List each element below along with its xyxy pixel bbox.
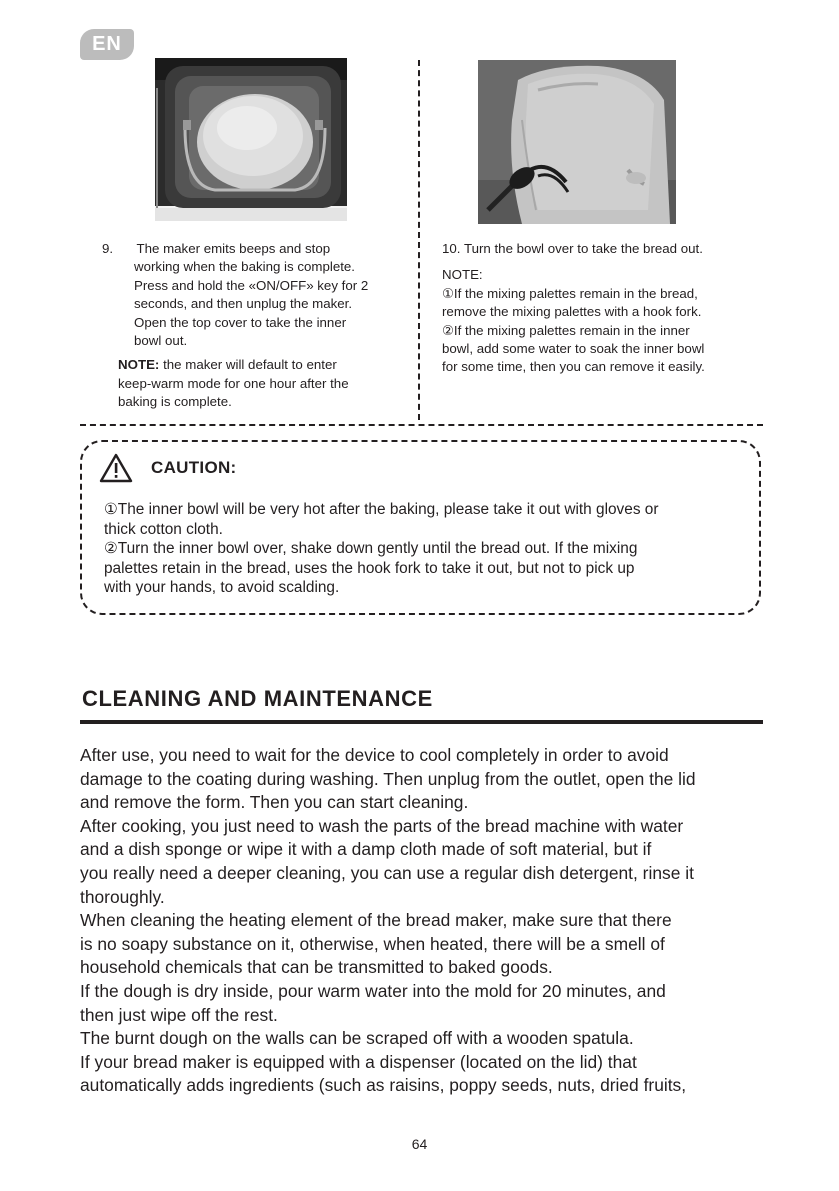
body-line: damage to the coating during washing. Then unplug from the outlet, open the lid: [80, 768, 696, 789]
step-10-note-line: remove the mixing palettes with a hook fork.: [442, 304, 702, 320]
caution-line: ①The inner bowl will be very hot after the baking, please take it out with gloves or: [104, 501, 659, 518]
caution-line: thick cotton cloth.: [104, 520, 223, 538]
section-title: CLEANING AND MAINTENANCE: [82, 686, 433, 711]
step-9-text: [102, 240, 403, 412]
step-10-note-line: ②If the mixing palettes remain in the inner: [442, 322, 690, 338]
caution-line: ②Turn the inner bowl over, shake down gently until the bread out. If the mixing: [104, 540, 638, 558]
body-line: thoroughly.: [80, 886, 165, 907]
body-line: After use, you need to wait for the device to cool completely in order to avoid: [80, 745, 669, 765]
section-rule: [80, 720, 763, 724]
step-9-instruction: 9. The maker emits beeps and stop working when the baking is complete. Press and hold the «ON/OFF» key for 2 seconds, and then unplug the maker. Open the top cover to take the inner bowl out.: [102, 241, 369, 349]
caution-title: CAUTION:: [151, 458, 237, 477]
body-line: If your bread maker is equipped with a dispenser (located on the lid) that: [80, 1051, 637, 1072]
body-line: When cleaning the heating element of the bread maker, make sure that there: [80, 910, 672, 931]
body-line: household chemicals that can be transmitted to baked goods.: [80, 957, 553, 978]
vertical-divider: [418, 60, 420, 420]
step-10-text: [442, 240, 762, 377]
horizontal-divider: [80, 424, 763, 426]
body-line: you really need a deeper cleaning, you can use a regular dish detergent, rinse it: [80, 862, 694, 883]
body-line: automatically adds ingredients (such as raisins, poppy seeds, nuts, dried fruits,: [80, 1075, 687, 1096]
body-line: and a dish sponge or wipe it with a damp cloth made of soft material, but if: [80, 839, 652, 860]
language-badge: EN: [80, 29, 134, 60]
bread-in-bowl-photo: [155, 58, 347, 221]
body-line: If the dough is dry inside, pour warm water into the mold for 20 minutes, and: [80, 980, 666, 1001]
body-line: is no soapy substance on it, otherwise, when heated, there will be a smell of: [80, 933, 665, 954]
body-line: The burnt dough on the walls can be scraped off with a wooden spatula.: [80, 1028, 634, 1049]
step-10-note-line: for some time, then you can remove it easily.: [442, 359, 705, 375]
caution-text: [104, 500, 744, 598]
page-number: 64: [411, 1136, 428, 1152]
step-10-instruction: 10. Turn the bowl over to take the bread out.: [442, 241, 703, 256]
warning-icon: [98, 452, 134, 489]
bread-hook-fork-photo: [478, 60, 676, 224]
note-label: NOTE:: [118, 357, 160, 373]
caution-line: palettes retain in the bread, uses the hook fork to take it out, but not to pick up: [104, 559, 635, 577]
body-line: After cooking, you just need to wash the parts of the bread machine with water: [80, 815, 684, 836]
step-10-note-line: bowl, add some water to soak the inner bowl: [442, 341, 705, 357]
caution-line: with your hands, to avoid scalding.: [104, 579, 340, 597]
body-line: then just wipe off the rest.: [80, 1004, 278, 1025]
step-10-note-line: ①If the mixing palettes remain in the bread,: [442, 285, 698, 301]
body-line: and remove the form. Then you can start cleaning.: [80, 792, 469, 813]
step-9-note: NOTE: the maker will default to enter keep-warm mode for one hour after the baking is complete.: [118, 357, 349, 410]
step-10-note-label: NOTE:: [442, 267, 483, 283]
cleaning-body-text: [80, 744, 770, 1098]
